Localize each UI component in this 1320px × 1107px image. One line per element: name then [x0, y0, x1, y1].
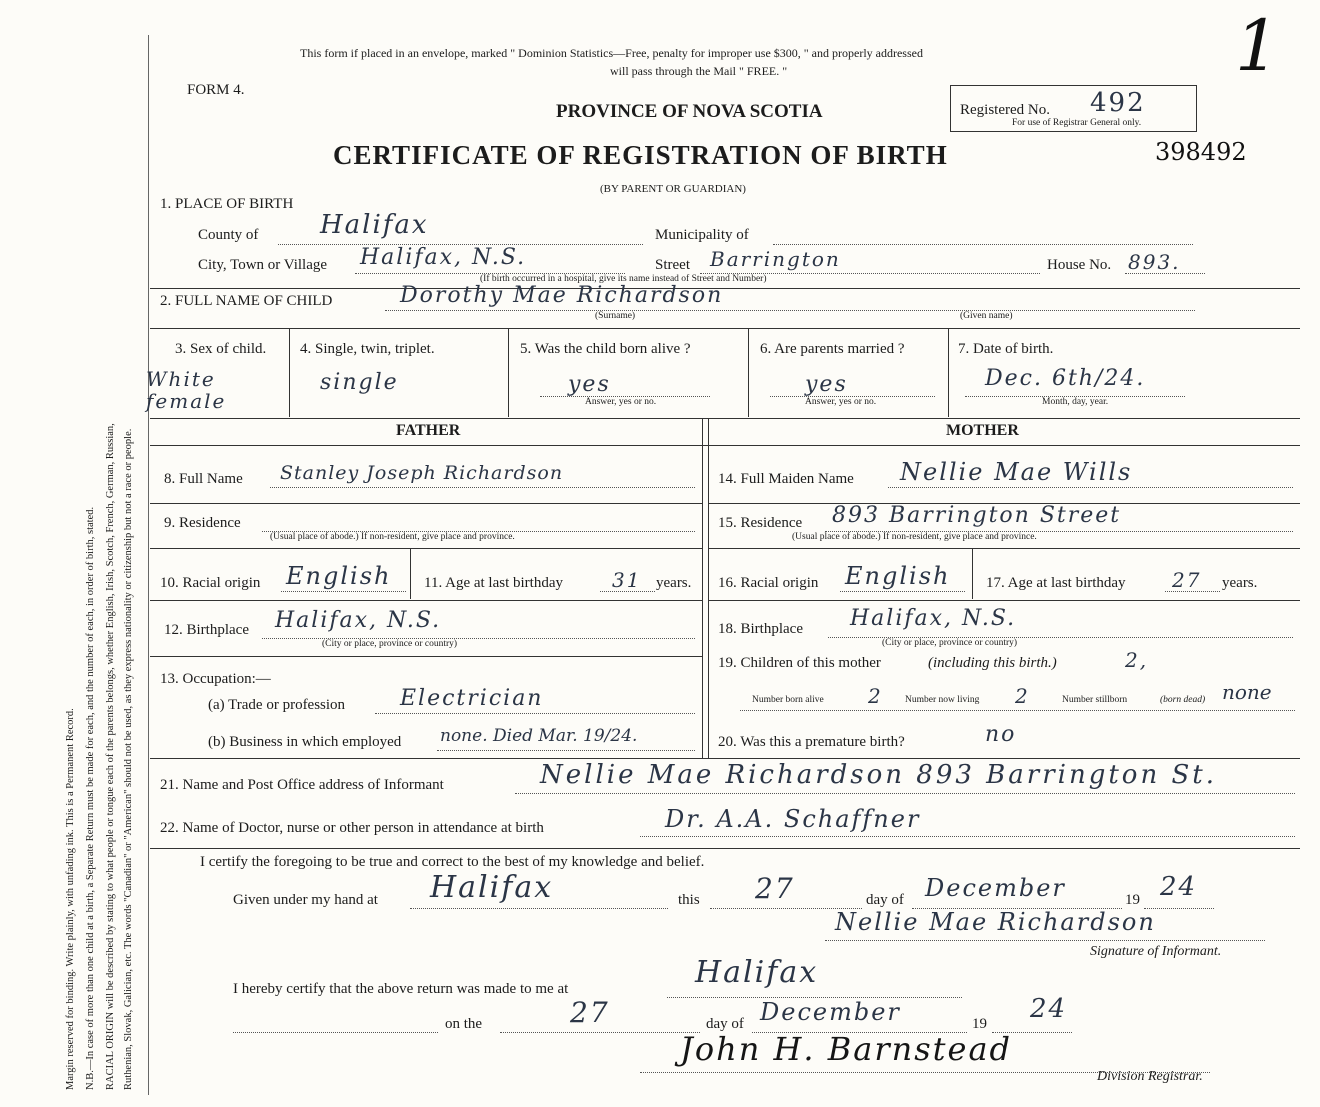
father-heading: FATHER: [396, 422, 461, 439]
city-label: City, Town or Village: [198, 257, 328, 273]
county-value: Halifax: [320, 210, 429, 240]
mail-notice-2: will pass through the Mail " FREE. ": [610, 64, 788, 78]
multiple-birth-label: 4. Single, twin, triplet.: [300, 341, 435, 357]
mother-stillborn-value: none: [1222, 680, 1272, 704]
father-birthplace-label: 12. Birthplace: [164, 622, 249, 638]
municipality-label: Municipality of: [655, 227, 749, 243]
mother-residence-label: 15. Residence: [718, 515, 803, 531]
mother-age-value: 27: [1172, 568, 1202, 592]
cert-month-value: December: [925, 874, 1066, 902]
child-name-value: Dorothy Mae Richardson: [400, 283, 724, 308]
registrar-year-value: 24: [1030, 994, 1068, 1024]
given-place-value: Halifax: [430, 870, 554, 905]
father-name-value: Stanley Joseph Richardson: [280, 462, 564, 484]
parents-married-value: yes: [805, 372, 848, 397]
father-racial-label: 10. Racial origin: [160, 575, 261, 591]
province-heading: PROVINCE OF NOVA SCOTIA: [556, 101, 823, 122]
doctor-value: Dr. A.A. Schaffner: [665, 805, 921, 833]
registrar-on-label: on the: [445, 1016, 483, 1032]
cert-day-of-label: day of: [866, 892, 904, 908]
binding-margin-line: [148, 35, 149, 1095]
cert-this-label: this: [678, 892, 700, 908]
informant-label: 21. Name and Post Office address of Informant: [160, 777, 444, 793]
mother-heading: MOTHER: [946, 422, 1019, 439]
mother-residence-value: 893 Barrington Street: [832, 503, 1122, 528]
mother-children-value: 2,: [1125, 648, 1149, 672]
dob-label: 7. Date of birth.: [958, 341, 1054, 357]
father-age-value: 31: [612, 568, 642, 592]
father-age-label: 11. Age at last birthday: [424, 575, 563, 591]
father-trade-value: Electrician: [400, 686, 544, 711]
margin-note-2: N.B.—In case of more than one child at a birth, a Separate Return must be made for each, and the number of each, in order of birth, stated.: [85, 506, 96, 1090]
mother-racial-label: 16. Racial origin: [718, 575, 819, 591]
informant-signature-label: Signature of Informant.: [1090, 944, 1222, 959]
margin-note-4: Ruthenian, Slovak, Galician, etc. The words "Canadian" or "American" should not be used, as they express nationality or citizenship but not a race or people.: [123, 428, 134, 1090]
doctor-label: 22. Name of Doctor, nurse or other person in attendance at birth: [160, 820, 544, 836]
informant-value: Nellie Mae Richardson 893 Barrington St.: [540, 760, 1217, 790]
registrar-month-value: December: [760, 998, 901, 1026]
mother-age-label: 17. Age at last birthday: [986, 575, 1126, 591]
father-racial-value: English: [286, 562, 392, 590]
father-name-label: 8. Full Name: [164, 471, 243, 487]
mother-name-value: Nellie Mae Wills: [900, 458, 1133, 486]
certificate-subtitle: (BY PARENT OR GUARDIAN): [600, 183, 746, 195]
certification-line: I certify the foregoing to be true and correct to the best of my knowledge and belief.: [200, 854, 705, 870]
dob-value: Dec. 6th/24.: [985, 366, 1146, 391]
born-alive-label: 5. Was the child born alive ?: [520, 341, 691, 357]
hospital-note: (If birth occurred in a hospital, give its name instead of Street and Number): [480, 274, 767, 284]
mother-birthplace-value: Halifax, N.S.: [850, 606, 1017, 631]
registrar-note: For use of Registrar General only.: [1012, 118, 1142, 128]
father-residence-label: 9. Residence: [164, 515, 241, 531]
given-under-label: Given under my hand at: [233, 892, 378, 908]
mother-born-alive-value: 2: [868, 684, 883, 708]
street-label: Street: [655, 257, 690, 273]
father-business-value: none. Died Mar. 19/24.: [440, 726, 638, 746]
parents-married-label: 6. Are parents married ?: [760, 341, 905, 357]
county-label: County of: [198, 227, 259, 243]
registered-number: 492: [1090, 88, 1146, 118]
registrar-day-value: 27: [570, 996, 610, 1029]
registrar-certify-line: I hereby certify that the above return was made to me at: [233, 981, 569, 997]
mother-children-label: 19. Children of this mother: [718, 655, 881, 671]
cert-day-value: 27: [755, 872, 795, 905]
cert-year-prefix: 19: [1125, 892, 1140, 908]
margin-note-1: Margin reserved for binding. Write plainly, with unfading ink. This is a Permanent Record.: [65, 708, 76, 1090]
mother-age-years: years.: [1222, 575, 1258, 591]
city-value: Halifax, N.S.: [360, 245, 527, 270]
mother-now-living-label: Number now living: [905, 695, 980, 705]
born-alive-hint: Answer, yes or no.: [585, 397, 657, 407]
father-age-years: years.: [656, 575, 692, 591]
parents-married-hint: Answer, yes or no.: [805, 397, 877, 407]
dob-hint: Month, day, year.: [1042, 397, 1109, 407]
multiple-birth-value: single: [320, 370, 399, 395]
division-registrar-label: Division Registrar.: [1097, 1069, 1203, 1084]
mail-notice-1: This form if placed in an envelope, marked " Dominion Statistics—Free, penalty for improper use $300, " and properly addressed: [300, 46, 923, 60]
mother-born-alive-label: Number born alive: [752, 695, 824, 705]
registrar-year-prefix: 19: [972, 1016, 987, 1032]
street-value: Barrington: [710, 247, 841, 271]
born-alive-value: yes: [568, 372, 611, 397]
house-no-value: 893.: [1128, 250, 1181, 274]
sex-value: White female: [146, 367, 227, 413]
registrar-place-value: Halifax: [695, 955, 819, 990]
sex-label: 3. Sex of child.: [175, 341, 267, 357]
mother-stillborn-label: Number stillborn: [1062, 695, 1128, 705]
mother-racial-value: English: [845, 562, 951, 590]
margin-note-3: RACIAL ORIGIN will be described by stating to what people or tongue each of the parents belongs, whether English, Irish, Scotch, French, German, Russian,: [105, 423, 116, 1090]
informant-signature: Nellie Mae Richardson: [835, 908, 1156, 936]
mother-abode-note: (Usual place of abode.) If non-resident, give place and province.: [792, 532, 1037, 542]
premature-value: no: [985, 722, 1017, 747]
father-abode-note: (Usual place of abode.) If non-resident, give place and province.: [270, 532, 515, 542]
mother-now-living-value: 2: [1015, 684, 1030, 708]
father-business-label: (b) Business in which employed: [208, 734, 402, 750]
father-birthplace-value: Halifax, N.S.: [275, 608, 442, 633]
premature-label: 20. Was this a premature birth?: [718, 734, 905, 750]
place-of-birth-heading: 1. PLACE OF BIRTH: [160, 196, 294, 212]
registered-label: Registered No.: [960, 102, 1050, 118]
registrar-day-of-label: day of: [706, 1016, 744, 1032]
corner-mark: 1: [1235, 5, 1282, 87]
house-no-label: House No.: [1047, 257, 1112, 273]
certificate-title: CERTIFICATE OF REGISTRATION OF BIRTH: [333, 140, 948, 170]
certificate-number: 398492: [1155, 138, 1247, 166]
mother-birthplace-note: (City or place, province or country): [882, 638, 1018, 648]
given-name-label: (Given name): [960, 311, 1013, 321]
mother-children-note: (including this birth.): [928, 655, 1057, 671]
registrar-signature: John H. Barnstead: [680, 1030, 1013, 1068]
father-trade-label: (a) Trade or profession: [208, 697, 346, 713]
father-occupation-label: 13. Occupation:—: [160, 671, 271, 687]
mother-name-label: 14. Full Maiden Name: [718, 471, 854, 487]
cert-year-value: 24: [1160, 872, 1198, 902]
child-name-label: 2. FULL NAME OF CHILD: [160, 293, 333, 309]
father-birthplace-note: (City or place, province or country): [322, 639, 458, 649]
mother-birthplace-label: 18. Birthplace: [718, 621, 803, 637]
mother-stillborn-note: (born dead): [1160, 695, 1206, 705]
form-number: FORM 4.: [187, 82, 245, 98]
surname-label: (Surname): [595, 311, 636, 321]
